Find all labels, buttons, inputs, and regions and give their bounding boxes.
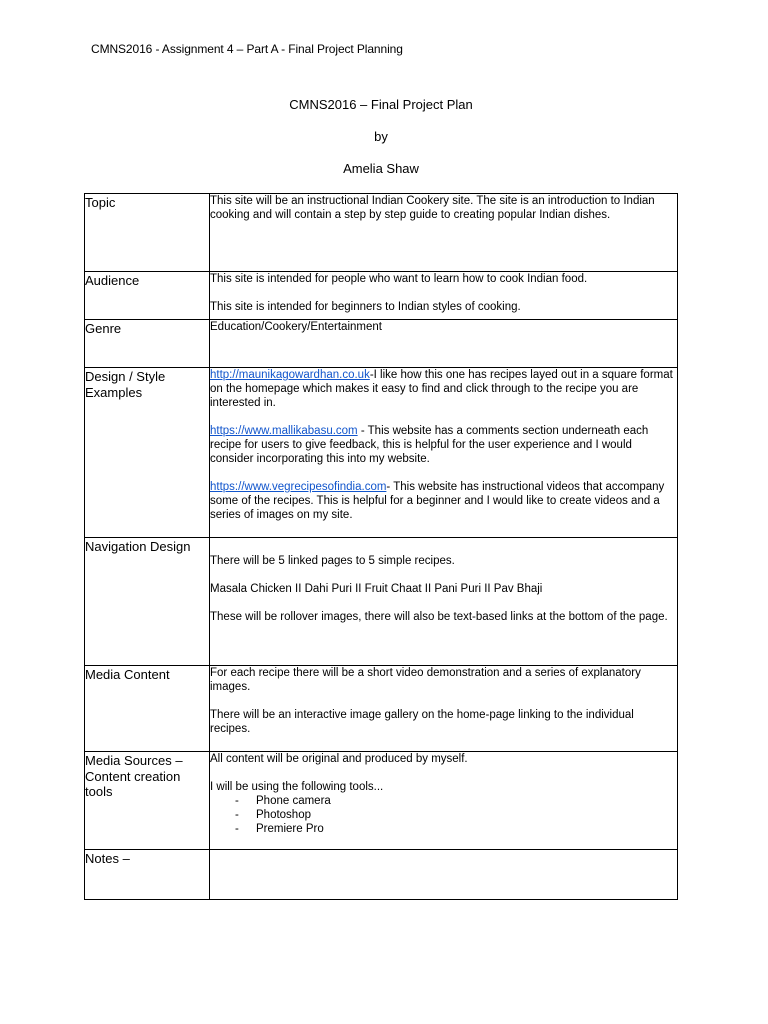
- genre-text: Education/Cookery/Entertainment: [210, 321, 382, 333]
- example-link-1[interactable]: http://maunikagowardhan.co.uk: [210, 369, 370, 381]
- navigation-line-1: There will be 5 linked pages to 5 simple recipes.: [210, 555, 455, 567]
- table-row-design: [85, 368, 678, 538]
- row-content: [210, 320, 678, 368]
- row-label: Notes –: [85, 850, 210, 900]
- table-row-navigation: [85, 538, 678, 666]
- row-label: Media Sources – Content creation tools: [85, 752, 210, 850]
- by-line: by: [374, 129, 388, 144]
- row-label: Navigation Design: [85, 538, 210, 666]
- design-example-2: https://www.mallikabasu.com - This website has a comments section underneath each recipe for users to give feedback, this is helpful for the user experience and I would consider incorporating this into my website.: [210, 425, 649, 465]
- design-example-1: http://maunikagowardhan.co.uk-I like how this one has recipes layed out in a square format on the homepage which makes it easy to find and click through to the recipe you are interested in.: [210, 369, 673, 409]
- example-link-3[interactable]: https://www.vegrecipesofindia.com: [210, 481, 387, 493]
- table-row-genre: [85, 320, 678, 368]
- row-label: Topic: [85, 194, 210, 272]
- example-link-2[interactable]: https://www.mallikabasu.com: [210, 425, 358, 437]
- row-content: [210, 194, 678, 272]
- table-row-notes: [85, 850, 678, 900]
- topic-text: This site will be an instructional Indian Cookery site. The site is an introduction to Indian cooking and will contain a step by step guide to creating popular Indian dishes.: [210, 195, 655, 221]
- running-header: CMNS2016 - Assignment 4 – Part A - Final Project Planning: [91, 42, 403, 56]
- author-name: Amelia Shaw: [343, 161, 419, 176]
- title-block: [0, 97, 765, 193]
- design-example-3: https://www.vegrecipesofindia.com- This website has instructional videos that accompany some of the recipes. This is helpful for a beginner and I would like to create videos and a series of images on my site.: [210, 481, 665, 521]
- sources-line-1: All content will be original and produced by myself.: [210, 753, 468, 765]
- list-item: - Premiere Pro: [210, 822, 677, 836]
- row-content: [210, 538, 678, 666]
- row-content: [210, 272, 678, 320]
- audience-line-2: This site is intended for beginners to Indian styles of cooking.: [210, 301, 521, 313]
- project-plan-table: [84, 193, 678, 900]
- row-content: [210, 666, 678, 752]
- sources-line-2: I will be using the following tools...: [210, 781, 384, 793]
- document-title: CMNS2016 – Final Project Plan: [289, 97, 473, 112]
- table-row-topic: [85, 194, 678, 272]
- media-line-1: For each recipe there will be a short video demonstration and a series of explanatory images.: [210, 667, 641, 693]
- table-row-audience: [85, 272, 678, 320]
- media-line-2: There will be an interactive image gallery on the home-page linking to the individual recipes.: [210, 709, 634, 735]
- navigation-line-3: These will be rollover images, there will also be text-based links at the bottom of the page.: [210, 611, 668, 623]
- table-row-media-sources: [85, 752, 678, 850]
- list-item: - Phone camera: [210, 794, 677, 808]
- row-label: Design / Style Examples: [85, 368, 210, 538]
- tools-list: [210, 794, 677, 836]
- audience-line-1: This site is intended for people who want to learn how to cook Indian food.: [210, 273, 588, 285]
- row-label: Media Content: [85, 666, 210, 752]
- row-content: [210, 368, 678, 538]
- row-content: [210, 752, 678, 850]
- list-item: - Photoshop: [210, 808, 677, 822]
- notes-content: [210, 850, 678, 900]
- row-label: Genre: [85, 320, 210, 368]
- table-row-media-content: [85, 666, 678, 752]
- row-label: Audience: [85, 272, 210, 320]
- navigation-recipes: Masala Chicken II Dahi Puri II Fruit Chaat II Pani Puri II Pav Bhaji: [210, 583, 543, 595]
